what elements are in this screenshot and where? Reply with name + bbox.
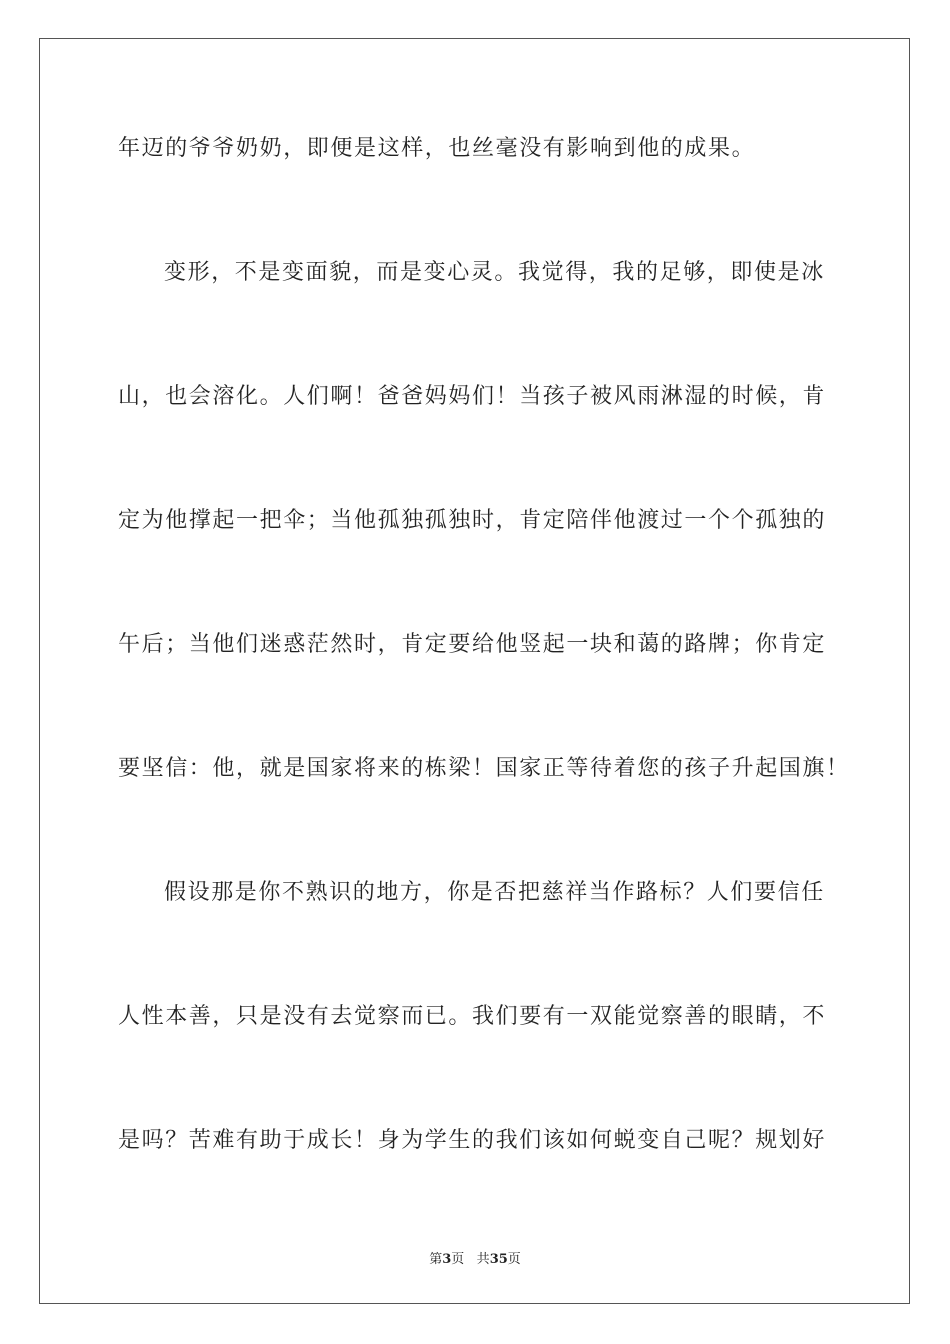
- paragraph-line-6: 要坚信：他，就是国家将来的栋梁！国家正等待着您的孩子升起国旗！: [118, 756, 850, 781]
- paragraph-line-2: 变形，不是变面貌，而是变心灵。我觉得，我的足够，即使是冰: [164, 260, 825, 285]
- page-prefix: 第: [429, 1252, 443, 1267]
- paragraph-line-3: 山，也会溶化。人们啊！爸爸妈妈们！当孩子被风雨淋湿的时候，肯: [118, 384, 827, 409]
- page-border: [39, 38, 910, 1304]
- total-suffix: 页: [507, 1252, 521, 1267]
- paragraph-line-5: 午后；当他们迷惑茫然时，肯定要给他竖起一块和蔼的路牌；你肯定: [118, 632, 827, 657]
- page-footer: [0, 1248, 950, 1267]
- page-number: 3: [442, 1252, 452, 1267]
- paragraph-line-8: 人性本善，只是没有去觉察而已。我们要有一双能觉察善的眼睛，不: [118, 1004, 827, 1029]
- paragraph-line-7: 假设那是你不熟识的地方，你是否把慈祥当作路标？人们要信任: [164, 880, 825, 905]
- total-pages: 35: [489, 1252, 508, 1267]
- paragraph-line-9: 是吗？苦难有助于成长！身为学生的我们该如何蜕变自己呢？规划好: [118, 1128, 827, 1153]
- total-prefix: 共: [476, 1252, 490, 1267]
- paragraph-line-4: 定为他撑起一把伞；当他孤独孤独时，肯定陪伴他渡过一个个孤独的: [118, 508, 827, 533]
- paragraph-line-1: 年迈的爷爷奶奶，即便是这样，也丝毫没有影响到他的成果。: [118, 136, 756, 161]
- page-suffix: 页: [451, 1252, 465, 1267]
